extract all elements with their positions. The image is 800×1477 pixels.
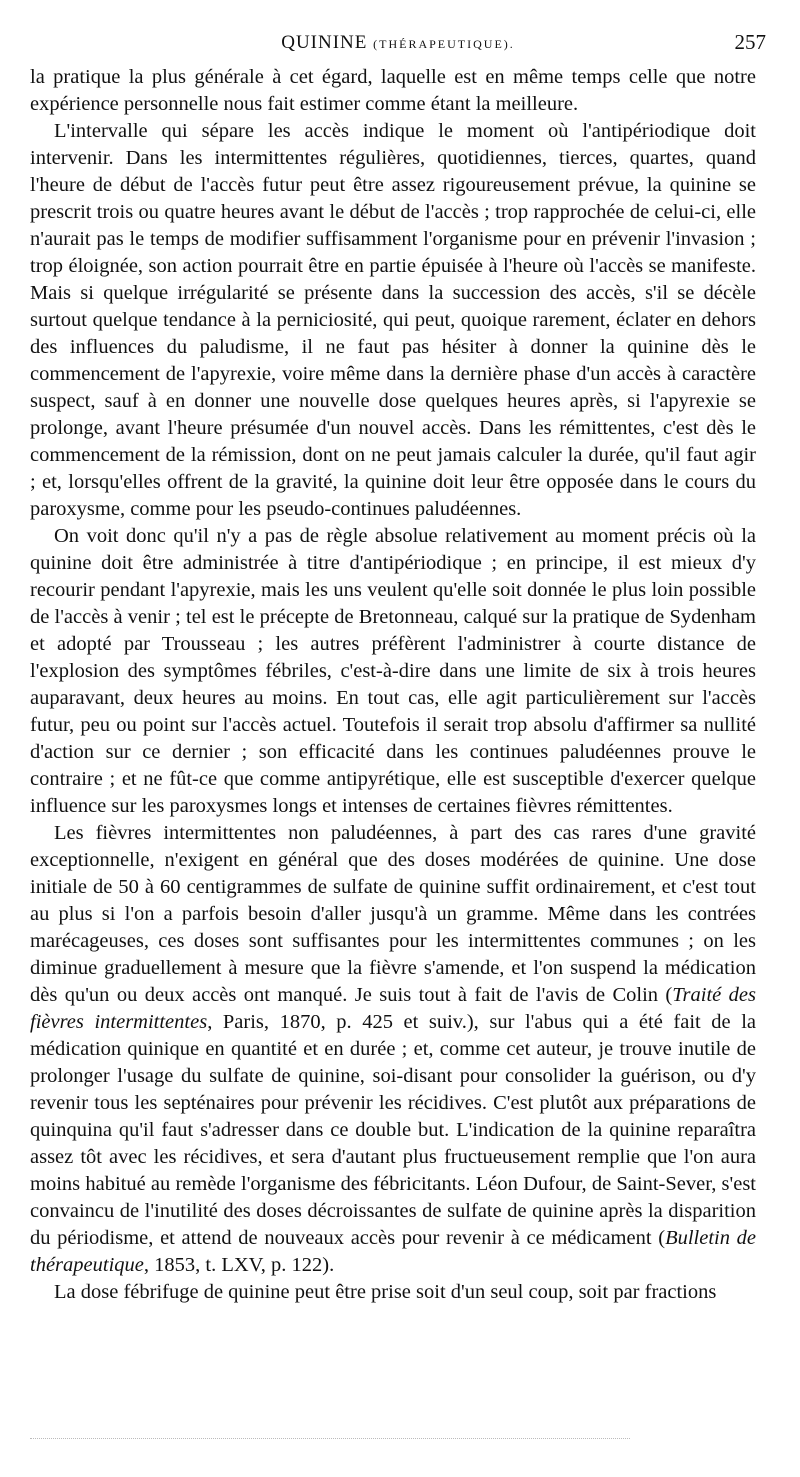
paragraph xyxy=(30,820,756,1279)
paragraph xyxy=(30,1279,756,1306)
running-header xyxy=(30,32,766,60)
footer-rule xyxy=(30,1438,630,1440)
paragraph xyxy=(30,64,756,118)
paragraph-text: On voit donc qu'il n'y a pas de règle absolue relativement au moment précis où la quinine doit être administrée à titre d'antipériodique ; en principe, il est mieux d'y recourir pendant l'apyrexie, mais les uns veulent qu'elle soit donnée le plus loin possible de l'accès à venir ; tel est le précepte de Bretonneau, calqué sur la pratique de Sydenham et adopté par Trousseau ; les autres préfèrent l'administrer à courte distance de l'explosion des symptômes fébriles, c'est-à-dire dans une limite de six à trois heures auparavant, deux heures au moins. En tout cas, elle agit particulièrement sur l'accès futur, peu ou point sur l'accès actuel. Toutefois il serait trop absolu d'affirmer sa nullité d'action sur ce dernier ; son efficacité dans les continues paludéennes prouve le contraire ; et ne fût-ce que comme antipyrétique, elle est susceptible d'exercer quelque influence sur les paroxysmes longs et intenses de certaines fièvres rémittentes. xyxy=(30,525,756,817)
paragraph-text: La dose fébrifuge de quinine peut être prise soit d'un seul coup, soit par fractions xyxy=(54,1281,717,1303)
paragraph-text: , 1853, t. LXV, p. 122). xyxy=(143,1254,335,1276)
citation-title: Bulletin de thérapeutique xyxy=(30,1227,756,1276)
running-title xyxy=(30,32,766,54)
running-title-main: QUININE xyxy=(281,32,368,53)
paragraph xyxy=(30,118,756,523)
paragraph-text: , Paris, 1870, p. 425 et suiv.), sur l'abus qui a été fait de la médication quinique en quantité et en durée ; et, comme cet auteur, je trouve inutile de prolonger l'usage du sulfate de quinine, soi-disant pour consolider la guérison, ou d'y revenir tous les septénaires pour prévenir les récidives. C'est plutôt aux préparations de quinquina qu'il faut s'adresser dans ce double but. L'indication de la quinine reparaîtra assez tôt avec les récidives, et sera d'autant plus fructueusement remplie que l'on aura moins habitué au remède l'organisme des fébricitants. Léon Dufour, de Saint-Sever, s'est convaincu de l'inutilité des doses décroissantes de sulfate de quinine après la disparition du périodisme, et attend de nouveaux accès pour revenir à ce médicament ( xyxy=(30,1011,756,1249)
paragraph-text: la pratique la plus générale à cet égard, laquelle est en même temps celle que notre expérience personnelle nous fait estimer comme étant la meilleure. xyxy=(30,66,756,115)
citation-title: Traité des fièvres intermittentes xyxy=(30,984,756,1033)
page-number: 257 xyxy=(734,30,766,54)
paragraph xyxy=(30,523,756,820)
body-text xyxy=(30,64,756,1306)
paragraph-text: Les fièvres intermittentes non paludéennes, à part des cas rares d'une gravité exceptionnelle, n'exigent en général que des doses modérées de quinine. Une dose initiale de 50 à 60 centigrammes de sulfate de quinine suffit ordinairement, et c'est tout au plus si l'on a parfois besoin d'aller jusqu'à un gramme. Même dans les contrées marécageuses, ces doses sont suffisantes pour les intermittentes communes ; on les diminue graduellement à mesure que la fièvre s'amende, et l'on suspend la médication dès qu'un ou deux accès ont manqué. Je suis tout à fait de l'avis de Colin ( xyxy=(30,822,756,1006)
running-title-sub: (THÉRAPEUTIQUE). xyxy=(373,37,515,51)
paragraph-text: L'intervalle qui sépare les accès indique le moment où l'antipériodique doit intervenir. Dans les intermittentes régulières, quotidiennes, tierces, quartes, quand l'heure de début de l'accès futur peut être assez rigoureusement prévue, la quinine se prescrit trois ou quatre heures avant le début de l'accès ; trop rapprochée de celui-ci, elle n'aurait pas le temps de modifier suffisamment l'organisme pour en prévenir l'invasion ; trop éloignée, son action pourrait être en partie épuisée à l'heure où l'accès se manifeste. Mais si quelque irrégularité se présente dans la succession des accès, s'il se décèle surtout quelque tendance à la perniciosité, qui peut, quoique rarement, éclater en dehors des influences du paludisme, il ne faut pas hésiter à donner la quinine dès le commencement de l'apyrexie, voire même dans la dernière phase d'un accès à caractère suspect, sauf à en donner une nouvelle dose quelques heures après, si l'apyrexie se prolonge, avant l'heure présumée d'un nouvel accès. Dans les rémittentes, c'est dès le commencement de la rémission, dont on ne peut jamais calculer la durée, qu'il faut agir ; et, lorsqu'elles offrent de la gravité, la quinine doit leur être opposée dans le cours du paroxysme, comme pour les pseudo-continues paludéennes. xyxy=(30,120,756,520)
